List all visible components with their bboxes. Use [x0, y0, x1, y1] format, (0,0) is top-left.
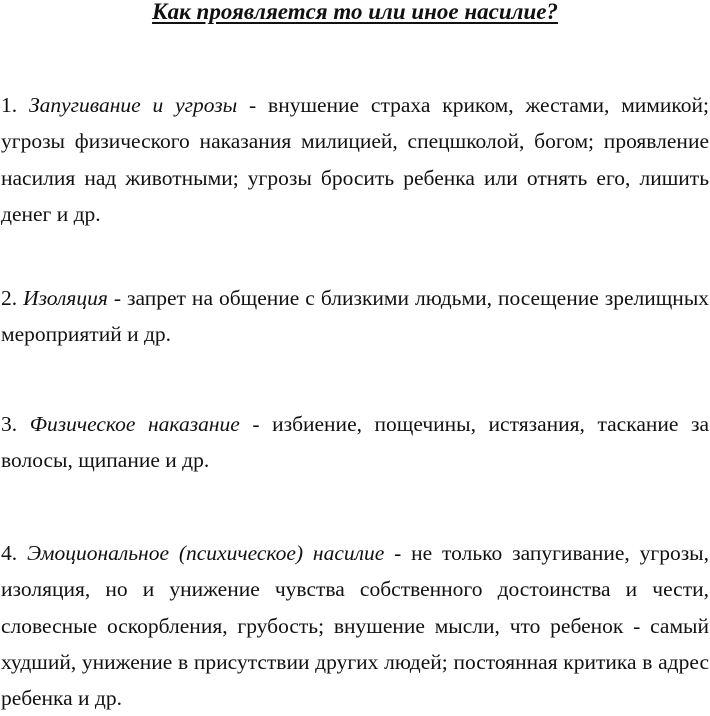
item-term: Эмоциональное (психическое) насилие: [26, 541, 385, 565]
item-definition: - внушение страха криком, жестами, мимикой; угрозы физического наказания милицией, спецшколой, богом; проявление насилия над животными; угрозы бросить ребенка или отнять его, лишить денег и др.: [1, 93, 709, 226]
item-number: 4.: [1, 541, 18, 565]
item-term: Запугивание и угрозы: [28, 93, 238, 117]
item-number: 1.: [1, 93, 18, 117]
item-definition: - не только запугивание, угрозы, изоляция, но и унижение чувства собственного достоинства и чести, словесные оскорбления, грубость; внушение мысли, что ребенок - самый худший, унижение в присутствии других людей; постоянная критика в адрес ребенка и др.: [1, 541, 710, 711]
list-item: [1, 406, 709, 479]
list-item: [1, 87, 709, 232]
list-item: [1, 535, 709, 716]
item-number: 2.: [1, 286, 18, 310]
item-term: Физическое наказание: [29, 412, 240, 436]
item-definition: - избиение, пощечины, истязания, таскание за волосы, щипание и др.: [1, 412, 710, 473]
item-definition: - запрет на общение с близкими людьми, посещение зрелищных мероприятий и др.: [1, 286, 710, 347]
page-title: Как проявляется то или иное насилие?: [152, 0, 558, 24]
item-term: Изоляция: [23, 286, 108, 310]
item-number: 3.: [1, 412, 18, 436]
list-item: [1, 280, 709, 353]
